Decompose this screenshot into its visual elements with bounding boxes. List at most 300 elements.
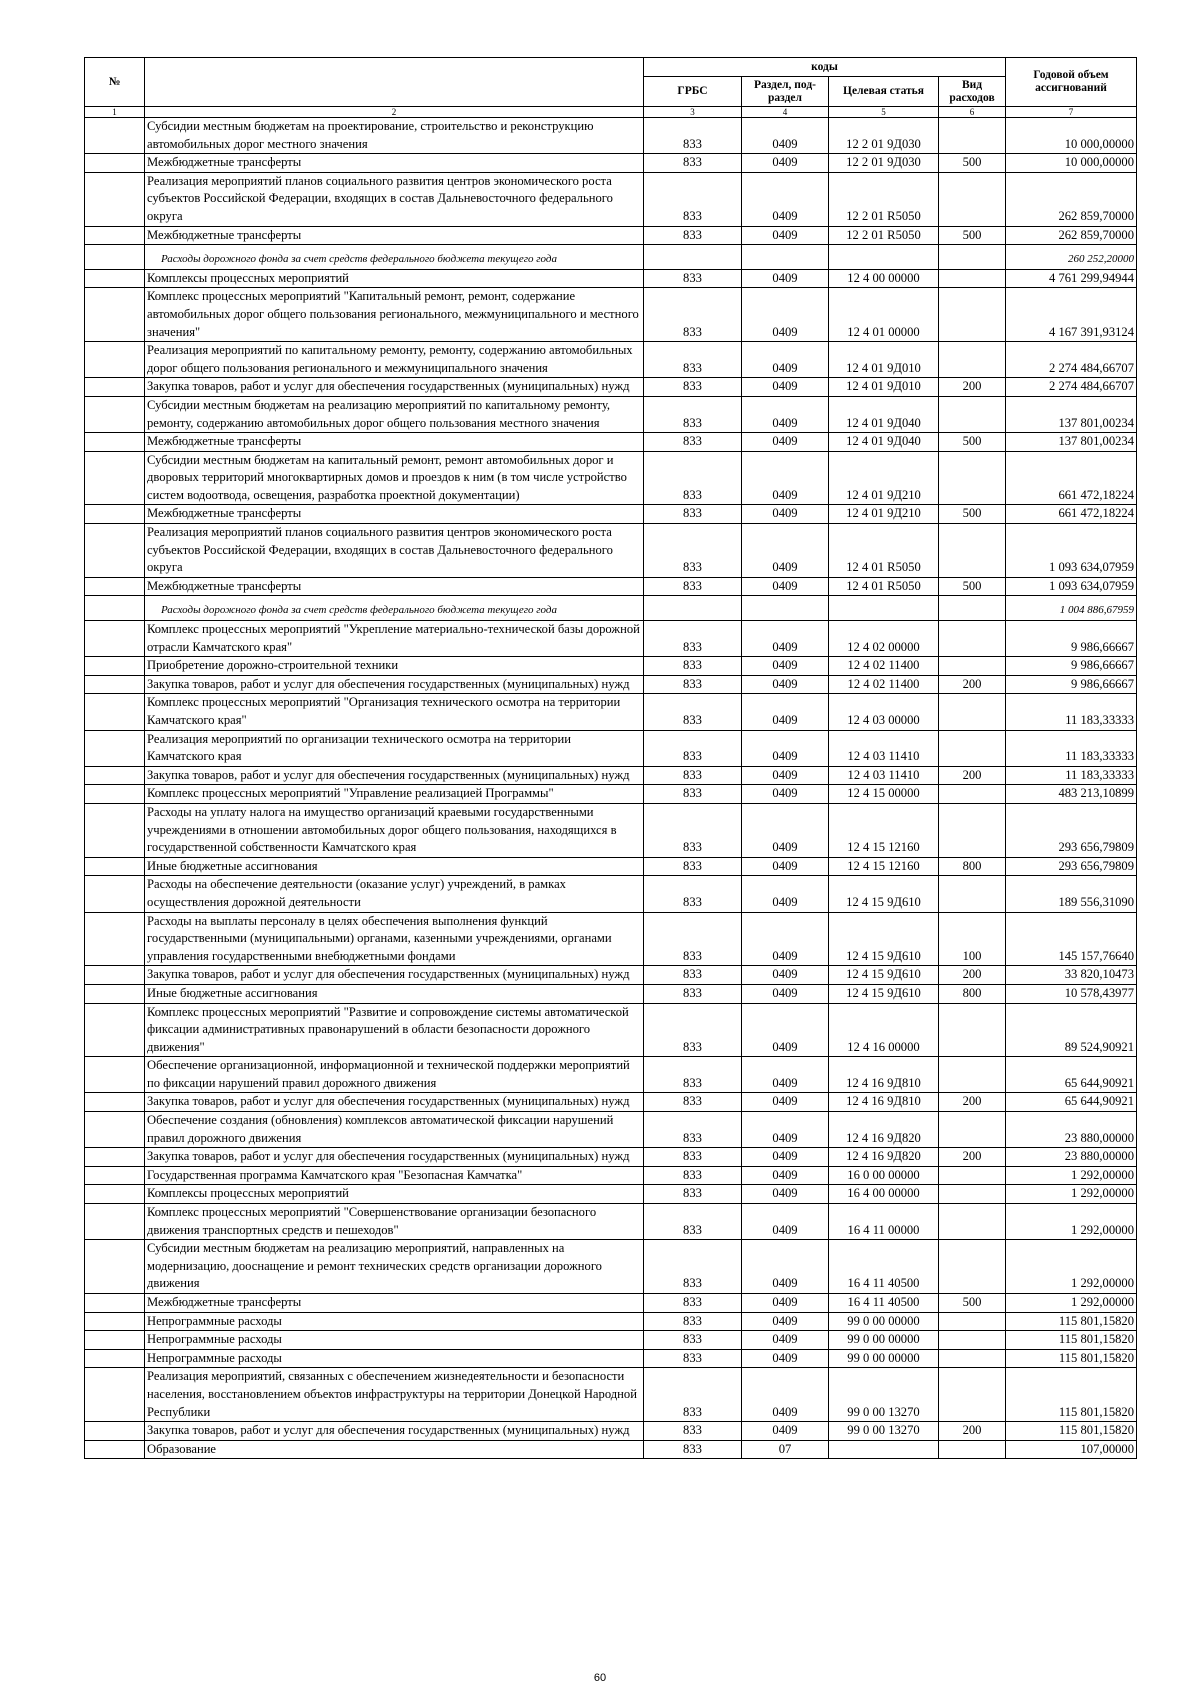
- celevaya-cell: 12 4 16 9Д810: [829, 1093, 939, 1112]
- grbs-cell: 833: [644, 766, 742, 785]
- name-cell: Приобретение дорожно-строительной техники: [145, 657, 644, 676]
- table-row: [85, 1331, 1137, 1350]
- table-row: [85, 226, 1137, 245]
- celevaya-cell: 12 4 16 9Д810: [829, 1057, 939, 1093]
- vid-cell: [939, 524, 1006, 578]
- table-row: [85, 577, 1137, 596]
- razdel-cell: 0409: [742, 1204, 829, 1240]
- table-row: [85, 154, 1137, 173]
- celevaya-cell: 12 4 16 00000: [829, 1003, 939, 1057]
- razdel-cell: 0409: [742, 1166, 829, 1185]
- razdel-cell: 0409: [742, 524, 829, 578]
- vid-cell: [939, 1368, 1006, 1422]
- celevaya-cell: [829, 1440, 939, 1459]
- celevaya-cell: 12 2 01 R5050: [829, 226, 939, 245]
- number-cell: [85, 245, 145, 270]
- number-cell: [85, 596, 145, 621]
- vid-cell: 500: [939, 433, 1006, 452]
- celevaya-cell: 12 4 02 11400: [829, 657, 939, 676]
- sum-cell: 2 274 484,66707: [1006, 378, 1137, 397]
- razdel-cell: 0409: [742, 1368, 829, 1422]
- number-cell: [85, 577, 145, 596]
- vid-cell: 200: [939, 1422, 1006, 1441]
- celevaya-cell: 16 4 11 40500: [829, 1240, 939, 1294]
- grbs-cell: 833: [644, 857, 742, 876]
- name-cell: Субсидии местным бюджетам на капитальный ремонт, ремонт автомобильных дорог и дворовых территорий многоквартирных домов и проездов к ним (в том числе устройство систем водоотвода, освещения, разработка проектной документации): [145, 451, 644, 505]
- razdel-cell: 0409: [742, 694, 829, 730]
- table-row: [85, 433, 1137, 452]
- number-cell: [85, 433, 145, 452]
- name-cell: Непрограммные расходы: [145, 1331, 644, 1350]
- vid-cell: [939, 288, 1006, 342]
- celevaya-cell: 12 4 15 12160: [829, 803, 939, 857]
- number-cell: [85, 621, 145, 657]
- celevaya-cell: 16 4 00 00000: [829, 1185, 939, 1204]
- sum-cell: 9 986,66667: [1006, 657, 1137, 676]
- vid-cell: 800: [939, 984, 1006, 1003]
- table-row: [85, 1240, 1137, 1294]
- vid-cell: [939, 451, 1006, 505]
- celevaya-cell: [829, 245, 939, 270]
- celevaya-cell: 12 4 01 R5050: [829, 524, 939, 578]
- name-cell: Комплекс процессных мероприятий "Капитальный ремонт, ремонт, содержание автомобильных дорог общего пользования регионального, межмуниципального и местного значения": [145, 288, 644, 342]
- header-vid: Вид расходов: [939, 77, 1006, 107]
- vid-cell: [939, 1057, 1006, 1093]
- sum-cell: 1 292,00000: [1006, 1166, 1137, 1185]
- razdel-cell: 0409: [742, 1294, 829, 1313]
- grbs-cell: 833: [644, 785, 742, 804]
- grbs-cell: 833: [644, 1240, 742, 1294]
- razdel-cell: 0409: [742, 154, 829, 173]
- sum-cell: 10 000,00000: [1006, 154, 1137, 173]
- vid-cell: 500: [939, 1294, 1006, 1313]
- table-row: [85, 505, 1137, 524]
- celevaya-cell: 12 2 01 9Д030: [829, 154, 939, 173]
- table-row: [85, 1312, 1137, 1331]
- number-cell: [85, 226, 145, 245]
- table-row: [85, 118, 1137, 154]
- name-cell: Расходы дорожного фонда за счет средств федерального бюджета текущего года: [145, 596, 644, 621]
- celevaya-cell: 99 0 00 13270: [829, 1368, 939, 1422]
- razdel-cell: 0409: [742, 226, 829, 245]
- vid-cell: [939, 1440, 1006, 1459]
- number-cell: [85, 505, 145, 524]
- number-cell: [85, 876, 145, 912]
- vid-cell: [939, 1204, 1006, 1240]
- razdel-cell: 0409: [742, 1240, 829, 1294]
- celevaya-cell: 12 4 01 9Д010: [829, 378, 939, 397]
- sum-cell: 1 292,00000: [1006, 1294, 1137, 1313]
- name-cell: Реализация мероприятий планов социального развития центров экономического роста субъектов Российской Федерации, входящих в состав Дальневосточного федерального округа: [145, 172, 644, 226]
- name-cell: Обеспечение создания (обновления) комплексов автоматической фиксации нарушений правил дорожного движения: [145, 1112, 644, 1148]
- celevaya-cell: 12 4 01 00000: [829, 288, 939, 342]
- vid-cell: [939, 621, 1006, 657]
- name-cell: Иные бюджетные ассигнования: [145, 857, 644, 876]
- number-cell: [85, 785, 145, 804]
- vid-cell: 200: [939, 966, 1006, 985]
- sum-cell: 115 801,15820: [1006, 1422, 1137, 1441]
- grbs-cell: 833: [644, 1185, 742, 1204]
- celevaya-cell: 12 4 15 9Д610: [829, 912, 939, 966]
- sum-cell: 9 986,66667: [1006, 621, 1137, 657]
- sum-cell: 11 183,33333: [1006, 730, 1137, 766]
- grbs-cell: 833: [644, 269, 742, 288]
- table-row: [85, 694, 1137, 730]
- sum-cell: 115 801,15820: [1006, 1331, 1137, 1350]
- number-cell: [85, 984, 145, 1003]
- number-cell: [85, 1312, 145, 1331]
- name-cell: Комплекс процессных мероприятий "Укрепление материально-технической базы дорожной отрасли Камчатского края": [145, 621, 644, 657]
- number-cell: [85, 966, 145, 985]
- grbs-cell: 833: [644, 1148, 742, 1167]
- number-cell: [85, 1349, 145, 1368]
- razdel-cell: 0409: [742, 1057, 829, 1093]
- number-cell: [85, 1093, 145, 1112]
- razdel-cell: 0409: [742, 912, 829, 966]
- razdel-cell: 0409: [742, 1349, 829, 1368]
- grbs-cell: 833: [644, 118, 742, 154]
- grbs-cell: 833: [644, 694, 742, 730]
- grbs-cell: 833: [644, 1112, 742, 1148]
- name-cell: Расходы дорожного фонда за счет средств федерального бюджета текущего года: [145, 245, 644, 270]
- razdel-cell: 0409: [742, 857, 829, 876]
- number-cell: [85, 1204, 145, 1240]
- table-row: [85, 857, 1137, 876]
- vid-cell: [939, 730, 1006, 766]
- sum-cell: 33 820,10473: [1006, 966, 1137, 985]
- name-cell: Непрограммные расходы: [145, 1312, 644, 1331]
- column-number: 7: [1006, 107, 1137, 118]
- sum-cell: 65 644,90921: [1006, 1057, 1137, 1093]
- grbs-cell: 833: [644, 1003, 742, 1057]
- name-cell: Реализация мероприятий планов социального развития центров экономического роста субъектов Российской Федерации, входящих в состав Дальневосточного федерального округа: [145, 524, 644, 578]
- vid-cell: [939, 1312, 1006, 1331]
- table-row: [85, 172, 1137, 226]
- name-cell: Межбюджетные трансферты: [145, 505, 644, 524]
- celevaya-cell: 12 4 16 9Д820: [829, 1148, 939, 1167]
- grbs-cell: 833: [644, 1093, 742, 1112]
- number-cell: [85, 1422, 145, 1441]
- name-cell: Государственная программа Камчатского края "Безопасная Камчатка": [145, 1166, 644, 1185]
- celevaya-cell: 12 2 01 9Д030: [829, 118, 939, 154]
- razdel-cell: 0409: [742, 577, 829, 596]
- grbs-cell: 833: [644, 984, 742, 1003]
- razdel-cell: 0409: [742, 1312, 829, 1331]
- name-cell: Закупка товаров, работ и услуг для обеспечения государственных (муниципальных) нужд: [145, 675, 644, 694]
- name-cell: Закупка товаров, работ и услуг для обеспечения государственных (муниципальных) нужд: [145, 1148, 644, 1167]
- name-cell: Реализация мероприятий, связанных с обеспечением жизнедеятельности и безопасности населения, восстановлением объектов инфраструктуры на территории Донецкой Народной Республики: [145, 1368, 644, 1422]
- number-cell: [85, 675, 145, 694]
- vid-cell: [939, 1349, 1006, 1368]
- grbs-cell: 833: [644, 803, 742, 857]
- celevaya-cell: 16 4 11 40500: [829, 1294, 939, 1313]
- celevaya-cell: 99 0 00 13270: [829, 1422, 939, 1441]
- header-name: [145, 58, 644, 107]
- grbs-cell: 833: [644, 1368, 742, 1422]
- sum-cell: 483 213,10899: [1006, 785, 1137, 804]
- celevaya-cell: 12 4 02 00000: [829, 621, 939, 657]
- razdel-cell: 0409: [742, 1331, 829, 1350]
- celevaya-cell: 12 4 15 12160: [829, 857, 939, 876]
- header-grbs: ГРБС: [644, 77, 742, 107]
- number-cell: [85, 1240, 145, 1294]
- table-row: [85, 1112, 1137, 1148]
- grbs-cell: 833: [644, 1294, 742, 1313]
- number-cell: [85, 1057, 145, 1093]
- table-row: [85, 1057, 1137, 1093]
- celevaya-cell: 12 2 01 R5050: [829, 172, 939, 226]
- header-number: №: [85, 58, 145, 107]
- razdel-cell: 0409: [742, 675, 829, 694]
- grbs-cell: 833: [644, 876, 742, 912]
- razdel-cell: 0409: [742, 1093, 829, 1112]
- grbs-cell: 833: [644, 433, 742, 452]
- vid-cell: [939, 1185, 1006, 1204]
- celevaya-cell: 12 4 15 00000: [829, 785, 939, 804]
- table-row: [85, 675, 1137, 694]
- number-cell: [85, 451, 145, 505]
- number-cell: [85, 1294, 145, 1313]
- table-row: [85, 1368, 1137, 1422]
- table-row: [85, 451, 1137, 505]
- number-cell: [85, 1331, 145, 1350]
- vid-cell: [939, 1003, 1006, 1057]
- grbs-cell: 833: [644, 154, 742, 173]
- vid-cell: [939, 1166, 1006, 1185]
- razdel-cell: 0409: [742, 1148, 829, 1167]
- column-number: 6: [939, 107, 1006, 118]
- table-row: [85, 524, 1137, 578]
- sum-cell: 661 472,18224: [1006, 451, 1137, 505]
- name-cell: Комплексы процессных мероприятий: [145, 1185, 644, 1204]
- number-cell: [85, 342, 145, 378]
- vid-cell: 200: [939, 766, 1006, 785]
- vid-cell: 500: [939, 226, 1006, 245]
- vid-cell: 500: [939, 154, 1006, 173]
- vid-cell: [939, 396, 1006, 432]
- grbs-cell: 833: [644, 1166, 742, 1185]
- grbs-cell: [644, 596, 742, 621]
- celevaya-cell: 99 0 00 00000: [829, 1349, 939, 1368]
- grbs-cell: 833: [644, 657, 742, 676]
- celevaya-cell: 99 0 00 00000: [829, 1312, 939, 1331]
- table-row: [85, 984, 1137, 1003]
- number-cell: [85, 1185, 145, 1204]
- sum-cell: 11 183,33333: [1006, 694, 1137, 730]
- razdel-cell: [742, 245, 829, 270]
- razdel-cell: 0409: [742, 378, 829, 397]
- vid-cell: [939, 596, 1006, 621]
- sum-cell: 1 292,00000: [1006, 1204, 1137, 1240]
- column-number: 4: [742, 107, 829, 118]
- razdel-cell: 0409: [742, 451, 829, 505]
- celevaya-cell: 12 4 02 11400: [829, 675, 939, 694]
- number-cell: [85, 857, 145, 876]
- razdel-cell: 0409: [742, 1003, 829, 1057]
- table-row: [85, 1093, 1137, 1112]
- sum-cell: 65 644,90921: [1006, 1093, 1137, 1112]
- razdel-cell: 0409: [742, 269, 829, 288]
- razdel-cell: 0409: [742, 730, 829, 766]
- razdel-cell: 0409: [742, 1185, 829, 1204]
- razdel-cell: 0409: [742, 621, 829, 657]
- table-row: [85, 1148, 1137, 1167]
- number-cell: [85, 378, 145, 397]
- celevaya-cell: 12 4 16 9Д820: [829, 1112, 939, 1148]
- vid-cell: [939, 269, 1006, 288]
- celevaya-cell: 12 4 01 9Д040: [829, 396, 939, 432]
- grbs-cell: 833: [644, 451, 742, 505]
- sum-cell: 9 986,66667: [1006, 675, 1137, 694]
- razdel-cell: 0409: [742, 803, 829, 857]
- name-cell: Комплекс процессных мероприятий "Управление реализацией Программы": [145, 785, 644, 804]
- number-cell: [85, 803, 145, 857]
- number-cell: [85, 1148, 145, 1167]
- number-cell: [85, 154, 145, 173]
- name-cell: Субсидии местным бюджетам на реализацию мероприятий, направленных на модернизацию, дооснащение и ремонт технических средств организации дорожного движения: [145, 1240, 644, 1294]
- celevaya-cell: 12 4 01 9Д010: [829, 342, 939, 378]
- header-volume: Годовой объем ассигнований: [1006, 58, 1137, 107]
- table-row: [85, 785, 1137, 804]
- name-cell: Межбюджетные трансферты: [145, 433, 644, 452]
- number-cell: [85, 1368, 145, 1422]
- table-row: [85, 657, 1137, 676]
- sum-cell: 145 157,76640: [1006, 912, 1137, 966]
- header-razdel: Раздел, под-раздел: [742, 77, 829, 107]
- column-number: 2: [145, 107, 644, 118]
- celevaya-cell: 16 0 00 00000: [829, 1166, 939, 1185]
- vid-cell: 200: [939, 675, 1006, 694]
- celevaya-cell: 12 4 03 11410: [829, 730, 939, 766]
- celevaya-cell: 12 4 03 11410: [829, 766, 939, 785]
- number-cell: [85, 118, 145, 154]
- name-cell: Межбюджетные трансферты: [145, 1294, 644, 1313]
- sum-cell: 4 761 299,94944: [1006, 269, 1137, 288]
- sum-cell: 4 167 391,93124: [1006, 288, 1137, 342]
- sum-cell: 107,00000: [1006, 1440, 1137, 1459]
- number-cell: [85, 657, 145, 676]
- vid-cell: 500: [939, 577, 1006, 596]
- column-number: 1: [85, 107, 145, 118]
- vid-cell: 200: [939, 1093, 1006, 1112]
- name-cell: Субсидии местным бюджетам на проектирование, строительство и реконструкцию автомобильных дорог местного значения: [145, 118, 644, 154]
- grbs-cell: [644, 245, 742, 270]
- name-cell: Расходы на уплату налога на имущество организаций краевыми государственными учреждениями в отношении автомобильных дорог общего пользования, находящихся в государственной собственности Камчатского края: [145, 803, 644, 857]
- sum-cell: 1 093 634,07959: [1006, 524, 1137, 578]
- sum-cell: 137 801,00234: [1006, 433, 1137, 452]
- razdel-cell: 0409: [742, 505, 829, 524]
- name-cell: Межбюджетные трансферты: [145, 226, 644, 245]
- name-cell: Комплекс процессных мероприятий "Организация технического осмотра на территории Камчатского края": [145, 694, 644, 730]
- celevaya-cell: 12 4 15 9Д610: [829, 966, 939, 985]
- sum-cell: 10 000,00000: [1006, 118, 1137, 154]
- razdel-cell: 0409: [742, 657, 829, 676]
- vid-cell: [939, 785, 1006, 804]
- header-codes: коды: [644, 58, 1006, 77]
- grbs-cell: 833: [644, 1057, 742, 1093]
- name-cell: Закупка товаров, работ и услуг для обеспечения государственных (муниципальных) нужд: [145, 966, 644, 985]
- razdel-cell: 07: [742, 1440, 829, 1459]
- table-row: [85, 245, 1137, 270]
- header-celevaya: Целевая статья: [829, 77, 939, 107]
- razdel-cell: 0409: [742, 396, 829, 432]
- vid-cell: [939, 694, 1006, 730]
- grbs-cell: 833: [644, 1349, 742, 1368]
- number-cell: [85, 730, 145, 766]
- grbs-cell: 833: [644, 226, 742, 245]
- number-cell: [85, 1003, 145, 1057]
- name-cell: Комплексы процессных мероприятий: [145, 269, 644, 288]
- grbs-cell: 833: [644, 621, 742, 657]
- grbs-cell: 833: [644, 577, 742, 596]
- celevaya-cell: 12 4 01 9Д040: [829, 433, 939, 452]
- table-row: [85, 1349, 1137, 1368]
- number-cell: [85, 1440, 145, 1459]
- table-row: [85, 1185, 1137, 1204]
- celevaya-cell: 12 4 15 9Д610: [829, 876, 939, 912]
- name-cell: Образование: [145, 1440, 644, 1459]
- name-cell: Закупка товаров, работ и услуг для обеспечения государственных (муниципальных) нужд: [145, 378, 644, 397]
- sum-cell: 11 183,33333: [1006, 766, 1137, 785]
- grbs-cell: 833: [644, 912, 742, 966]
- name-cell: Реализация мероприятий по организации технического осмотра на территории Камчатского края: [145, 730, 644, 766]
- grbs-cell: 833: [644, 675, 742, 694]
- celevaya-cell: [829, 596, 939, 621]
- table-row: [85, 342, 1137, 378]
- vid-cell: [939, 657, 1006, 676]
- vid-cell: [939, 1112, 1006, 1148]
- vid-cell: 800: [939, 857, 1006, 876]
- sum-cell: 1 093 634,07959: [1006, 577, 1137, 596]
- name-cell: Непрограммные расходы: [145, 1349, 644, 1368]
- name-cell: Обеспечение организационной, информационной и технической поддержки мероприятий по фиксации нарушений правил дорожного движения: [145, 1057, 644, 1093]
- razdel-cell: 0409: [742, 766, 829, 785]
- celevaya-cell: 12 4 15 9Д610: [829, 984, 939, 1003]
- vid-cell: [939, 1240, 1006, 1294]
- table-row: [85, 269, 1137, 288]
- name-cell: Реализация мероприятий по капитальному ремонту, ремонту, содержанию автомобильных дорог общего пользования регионального и межмуниципального значения: [145, 342, 644, 378]
- table-row: [85, 1294, 1137, 1313]
- sum-cell: 115 801,15820: [1006, 1349, 1137, 1368]
- vid-cell: [939, 342, 1006, 378]
- vid-cell: [939, 172, 1006, 226]
- grbs-cell: 833: [644, 524, 742, 578]
- grbs-cell: 833: [644, 172, 742, 226]
- sum-cell: 115 801,15820: [1006, 1312, 1137, 1331]
- table-row: [85, 912, 1137, 966]
- name-cell: Комплекс процессных мероприятий "Совершенствование организации безопасного движения транспортных средств и пешеходов": [145, 1204, 644, 1240]
- razdel-cell: 0409: [742, 342, 829, 378]
- name-cell: Межбюджетные трансферты: [145, 577, 644, 596]
- table-row: [85, 378, 1137, 397]
- table-row: [85, 876, 1137, 912]
- vid-cell: [939, 1331, 1006, 1350]
- sum-cell: 89 524,90921: [1006, 1003, 1137, 1057]
- column-number: 3: [644, 107, 742, 118]
- sum-cell: 23 880,00000: [1006, 1148, 1137, 1167]
- table-row: [85, 1003, 1137, 1057]
- sum-cell: 1 292,00000: [1006, 1240, 1137, 1294]
- vid-cell: 200: [939, 378, 1006, 397]
- name-cell: Расходы на обеспечение деятельности (оказание услуг) учреждений, в рамках осуществления дорожной деятельности: [145, 876, 644, 912]
- sum-cell: 10 578,43977: [1006, 984, 1137, 1003]
- name-cell: Закупка товаров, работ и услуг для обеспечения государственных (муниципальных) нужд: [145, 1093, 644, 1112]
- table-row: [85, 396, 1137, 432]
- number-cell: [85, 172, 145, 226]
- grbs-cell: 833: [644, 342, 742, 378]
- celevaya-cell: 12 4 01 9Д210: [829, 505, 939, 524]
- sum-cell: 23 880,00000: [1006, 1112, 1137, 1148]
